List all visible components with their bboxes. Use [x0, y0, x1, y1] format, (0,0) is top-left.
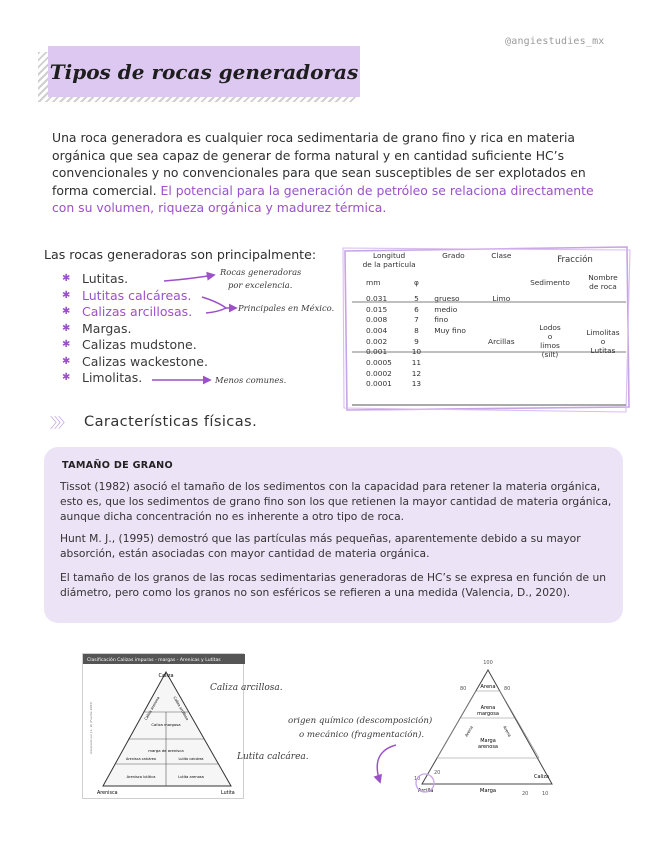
col-fraccion: Fracción [557, 255, 593, 265]
col-nombre-roca [578, 271, 628, 293]
list-item [62, 321, 208, 338]
list-item [62, 370, 208, 387]
list-item [62, 288, 208, 305]
figure-classification-triangle [82, 653, 244, 799]
nombre-label: Nombre [588, 273, 618, 282]
list-item [62, 271, 208, 288]
cell-grade: fino [434, 315, 449, 325]
marga-arenosa-1: Marga [480, 738, 496, 744]
b3-label: Arenisca lutítica [126, 775, 156, 779]
figure-ternary-diagram [402, 652, 570, 798]
arrow-origen [377, 745, 396, 782]
intro-highlight: El potencial para la generación de petróleo se relaciona directamente con su volumen, riqueza orgánica y madurez térmica. [52, 182, 594, 216]
cell-phi: 5 [414, 293, 419, 303]
annotation-lutita-calcarea: Lutita calcárea. [237, 752, 309, 762]
cell-mm: 0.008 [366, 315, 388, 325]
sed-line-1: Lodos [539, 323, 561, 333]
list-item-label: Margas. [82, 320, 132, 336]
marga-arenosa-2: arenosa [478, 744, 498, 750]
right-corner-label: Lutita [221, 791, 235, 796]
longitud-label: Longitud [373, 251, 406, 260]
list-item-label: Calizas wackestone. [82, 353, 208, 369]
list-item [62, 337, 208, 354]
grain-size-card [44, 447, 623, 623]
cell-phi: 11 [411, 357, 422, 367]
cell-phi: 13 [411, 379, 422, 389]
star-icon: ✱ [62, 355, 71, 367]
star-icon: ✱ [62, 306, 71, 317]
card-paragraph-2: Hunt M. J., (1995) demostró que las partículas más pequeñas, aparentemente debido a su mayor absorción, están asociadas con mayor cantidad de materia orgánica. [60, 532, 581, 560]
tick-20-bottom: 20 [522, 791, 529, 797]
star-icon: ✱ [62, 372, 71, 383]
cell-phi: 12 [411, 368, 422, 378]
b4-label: Lutita arenosa [178, 775, 204, 779]
cell-phi: 8 [414, 325, 419, 335]
tick-10-bottom: 10 [542, 791, 549, 797]
cell-mm: 0.004 [366, 325, 388, 335]
sed-line-4: (silt) [541, 350, 559, 360]
cell-mm: 0.001 [366, 347, 388, 357]
triangle-diagram-left [83, 654, 245, 800]
centre-label: marga de arenisca [148, 748, 184, 753]
col-phi: φ [413, 277, 419, 287]
cell-grade: grueso [434, 293, 460, 303]
cell-grade [426, 379, 480, 390]
star-icon: ✱ [62, 273, 71, 284]
section-title: Características físicas. [84, 413, 258, 430]
cell-grade: Muy fino [434, 325, 466, 335]
arrow-principales-2 [206, 308, 226, 313]
card-paragraph-1: Tissot (1982) asoció el tamaño de los sedimentos con la capacidad para retener la materia orgánica, esto es, que los sedimentos de grano fino son los que retienen la mayor cantidad de materia orgánica, aunque dicha concentración no es inherente a otro tipo de roca. [60, 480, 612, 523]
left-corner-label: Arenisca [97, 791, 118, 796]
col-longitud [352, 249, 426, 271]
caliza-label: Caliza [534, 774, 550, 780]
list-item-label: Lutitas calcáreas. [82, 287, 192, 303]
list-item-label: Lutitas. [82, 271, 129, 286]
cell-mm: 0.0005 [366, 357, 392, 367]
arena-margosa-2: margosa [477, 711, 499, 717]
roca-line-3: Lutitas [590, 345, 616, 355]
rocks-list-heading: Las rocas generadoras son principalmente: [44, 247, 317, 262]
note-menos-comunes: Menos comunes. [215, 375, 287, 385]
annotation-caliza-arcillosa: Caliza arcillosa. [210, 683, 283, 693]
figure-header-text: Clasificación Calizas impuras - margas - Arenicas y Lutitas [87, 658, 221, 663]
col-clase: Clase [491, 251, 512, 260]
col-sedimento: Sedimento [530, 277, 570, 287]
col-grado: Grado [442, 251, 465, 260]
sed-line-2: o [547, 332, 553, 342]
cell-grade [426, 336, 480, 347]
cell-phi: 6 [414, 304, 419, 314]
left-edge-label: Arena [463, 724, 474, 738]
apex-label: Caliza [158, 673, 174, 679]
cell-mm: 0.031 [366, 293, 388, 303]
cell-grade [426, 368, 480, 379]
author-handle: @angiestudies_mx [505, 36, 605, 47]
cell-phi: 7 [414, 315, 419, 325]
roca-line-2: o [600, 336, 606, 346]
star-icon: ✱ [62, 339, 71, 350]
annotation-origen-2: o mecánico (fragmentación). [299, 730, 425, 740]
cell-phi: 9 [414, 336, 419, 346]
mid-label: Caliza margosa [151, 722, 181, 727]
intro-paragraph [52, 129, 612, 217]
b2-label: Lutita calcárea [178, 757, 204, 761]
rocks-list [62, 271, 208, 387]
cell-grade [426, 357, 480, 368]
grain-size-table [352, 249, 628, 389]
tick-80-left: 80 [460, 686, 467, 692]
cell-mm: 0.0001 [366, 379, 392, 389]
star-icon: ✱ [62, 322, 71, 334]
cell-mm: 0.015 [366, 304, 388, 314]
left-side-label: Caliza arenosa [143, 696, 161, 721]
title-banner [48, 46, 360, 97]
card-paragraph-3: El tamaño de los granos de las rocas sedimentarias generadoras de HC’s se expresa en función de un diámetro, pero como los granos no son esféricos se refieren a una medida (Valencia, D., 2020). [60, 571, 607, 599]
triangle-diagram-right [402, 652, 570, 798]
nombre-sublabel: de roca [589, 282, 617, 291]
col-mm: mm [366, 277, 381, 287]
cell-mm: 0.0002 [366, 368, 392, 378]
cell-clase-arcillas: Arcillas [488, 336, 515, 346]
note-excelencia-1: Rocas generadoras [220, 267, 302, 277]
longitud-sublabel: de la partícula [362, 260, 416, 269]
credit-label: Adaptado por J.L. W. (Fuente 2003) [89, 701, 93, 754]
list-item [62, 304, 208, 321]
card-title: TAMAÑO DE GRANO [62, 460, 173, 471]
arcilla-label: Arcilla [418, 788, 434, 794]
list-item-label: Limolitas. [82, 370, 143, 385]
note-mexico: Principales en México. [238, 303, 335, 313]
cell-grade: medio [434, 304, 458, 314]
arena-label: Arena [480, 684, 496, 690]
cell-mm: 0.002 [366, 336, 388, 346]
cell-clase-limo: Limo [492, 294, 511, 303]
star-icon: ✱ [62, 289, 71, 301]
right-side-label: Caliza arcillosa [172, 695, 190, 722]
list-item-label: Calizas mudstone. [82, 337, 197, 352]
cell-sedimento [522, 293, 578, 389]
sed-line-3: limos [540, 341, 560, 351]
chevrons-icon: 〉〉〉 [50, 416, 69, 432]
arena-margosa-1: Arena [480, 705, 496, 711]
tick-100: 100 [483, 660, 493, 666]
list-item-label: Calizas arcillosas. [82, 304, 193, 319]
tick-10: 10 [414, 776, 421, 782]
cell-nombre-roca [578, 293, 628, 389]
b1-label: Arenisca calcárea [126, 757, 156, 761]
right-edge-label: Arena [502, 724, 513, 738]
tick-80-right: 80 [504, 686, 511, 692]
tick-20: 20 [434, 770, 441, 776]
cell-phi: 10 [411, 347, 422, 357]
cell-grade [426, 346, 480, 357]
annotation-origen-1: origen químico (descomposición) [288, 716, 433, 726]
marga-label: Marga [479, 788, 497, 794]
roca-line-1: Limolitas [586, 327, 620, 337]
page-title: Tipos de rocas generadoras [49, 60, 359, 84]
intro-text: Una roca generadora es cualquier roca sedimentaria de grano fino y rica en materia orgánica que sea capaz de generar de forma natural y en cantidad suficiente HC’s convencionales y no convencionales para que sean susceptibles de ser explotados en forma comercial. [52, 130, 586, 198]
table-header-row [352, 249, 628, 271]
list-item [62, 354, 208, 371]
table-row [352, 293, 628, 304]
note-excelencia-2: por excelencia. [228, 280, 293, 290]
